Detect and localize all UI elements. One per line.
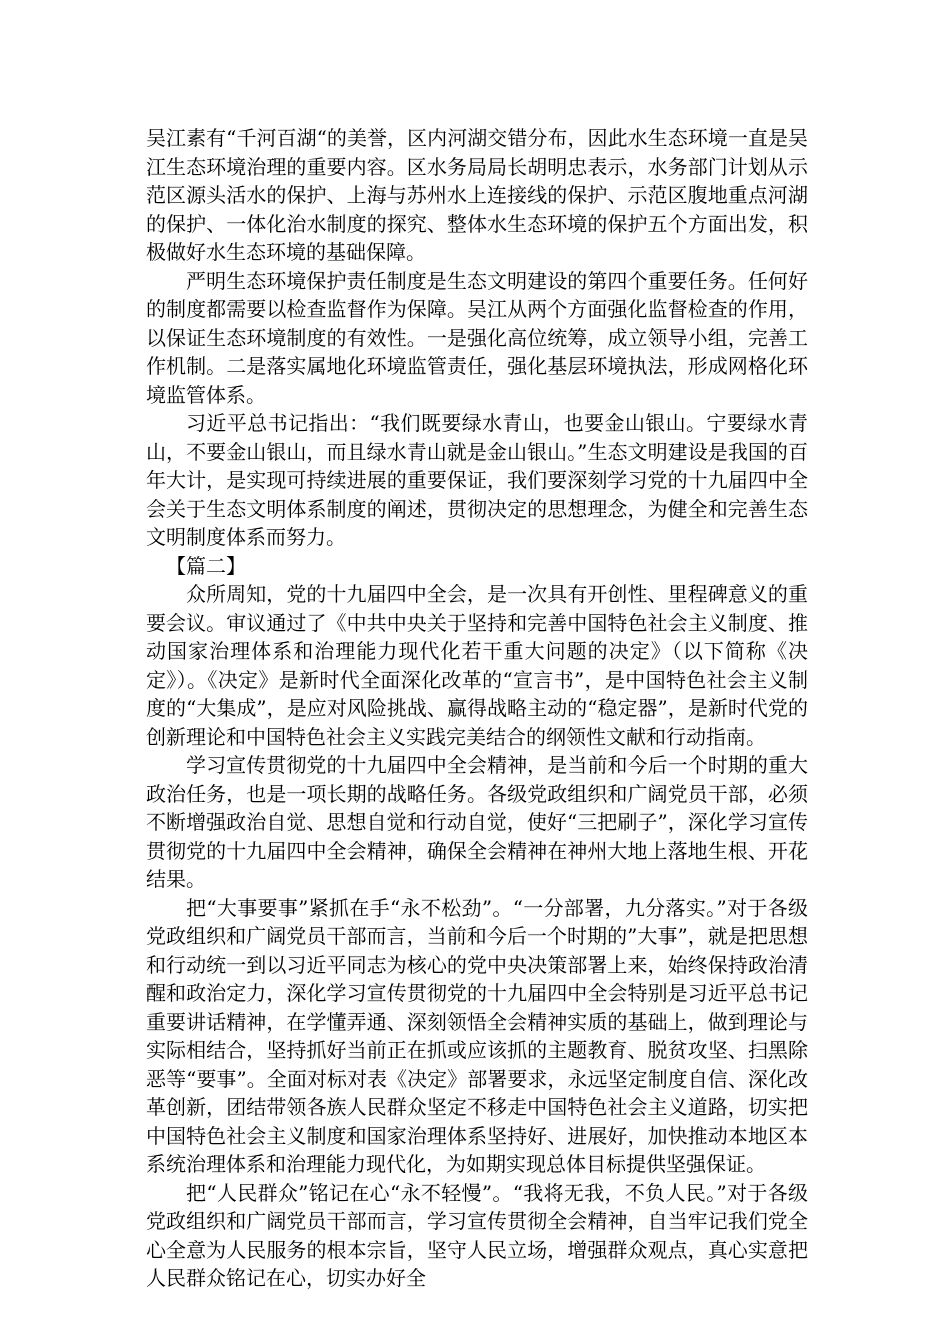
paragraph-study-spirit: 学习宣传贯彻党的十九届四中全会精神，是当前和今后一个时期的重大政治任务，也是一项长期的战略任务。各级党政组织和广阔党员干部，必须不断增强政治自觉、思想自觉和行动自觉，使好“三把刷子”，深化学习宣传贯彻党的十九届四中全会精神，确保全会精神在神州大地上落地生根、开花结果。: [146, 753, 808, 891]
paragraph-responsibility-system: 严明生态环境保护责任制度是生态文明建设的第四个重要任务。任何好的制度都需要以检查监督作为保障。吴江从两个方面强化监督检查的作用，以保证生态环境制度的有效性。一是强化高位统筹，成立领导小组，完善工作机制。二是落实属地化环境监管责任，强化基层环境执法，形成网格化环境监管体系。: [146, 268, 808, 407]
paragraph-water-ecology: 吴江素有“千河百湖“的美誉，区内河湖交错分布，因此水生态环境一直是吴江生态环境治理的重要内容。区水务局局长胡明忠表示，水务部门计划从示范区源头活水的保护、上海与苏州水上连接线的保护、示范区腹地重点河湖的保护、一体化治水制度的探究、整体水生态环境的保护五个方面出发，积极做好水生态环境的基础保障。: [146, 126, 808, 264]
paragraph-plenary-session: 众所周知，党的十九届四中全会，是一次具有开创性、里程碑意义的重要会议。审议通过了《中共中央关于坚持和完善中国特色社会主义制度、推动国家治理体系和治理能力现代化若干重大问题的决定》（以下简称《决定》）。《决定》是新时代全面深化改革的“宣言书”，是中国特色社会主义制度的“大集成”，是应对风险挑战、赢得战略主动的“稳定器”，是新时代党的创新理论和中国特色社会主义实践完美结合的纲领性文献和行动指南。: [146, 582, 808, 749]
paragraph-major-tasks: 把“大事要事”紧抓在手“永不松劲”。“一分部署，九分落实。”对于各级党政组织和广阔党员干部而言，当前和今后一个时期的”大事”，就是把思想和行动统一到以习近平同志为核心的党中央决策部署上来，始终保持政治清醒和政治定力，深化学习宣传贯彻党的十九届四中全会特别是习近平总书记重要讲话精神，在学懂弄通、深刻领悟全会精神实质的基础上，做到理论与实际相结合，坚持抓好当前正在抓或应该抓的主题教育、脱贫攻坚、扫黑除恶等“要事”。全面对标对表《决定》部署要求，永远坚定制度自信、深化改革创新，团结带领各族人民群众坚定不移走中国特色社会主义道路，切实把中国特色社会主义制度和国家治理体系坚持好、进展好，加快推动本地区本系统治理体系和治理能力现代化，为如期实现总体目标提供坚强保证。: [146, 895, 808, 1176]
section-heading: 【篇二】: [166, 553, 246, 578]
paragraph-green-mountains: 习近平总书记指出：“我们既要绿水青山，也要金山银山。宁要绿水青山，不要金山银山，而且绿水青山就是金山银山。”生态文明建设是我国的百年大计，是实现可持续进展的重要保证，我们要深刻学习党的十九届四中全会关于生态文明体系制度的阐述，贯彻决定的思想理念，为健全和完善生态文明制度体系而努力。: [146, 411, 808, 549]
paragraph-people: 把“人民群众”铭记在心“永不轻慢”。“我将无我，不负人民。”对于各级党政组织和广阔党员干部而言，学习宣传贯彻全会精神，自当牢记我们党全心全意为人民服务的根本宗旨，坚守人民立场，增强群众观点，真心实意把人民群众铭记在心，切实办好全: [146, 1180, 808, 1290]
document-body: [146, 124, 808, 1293]
